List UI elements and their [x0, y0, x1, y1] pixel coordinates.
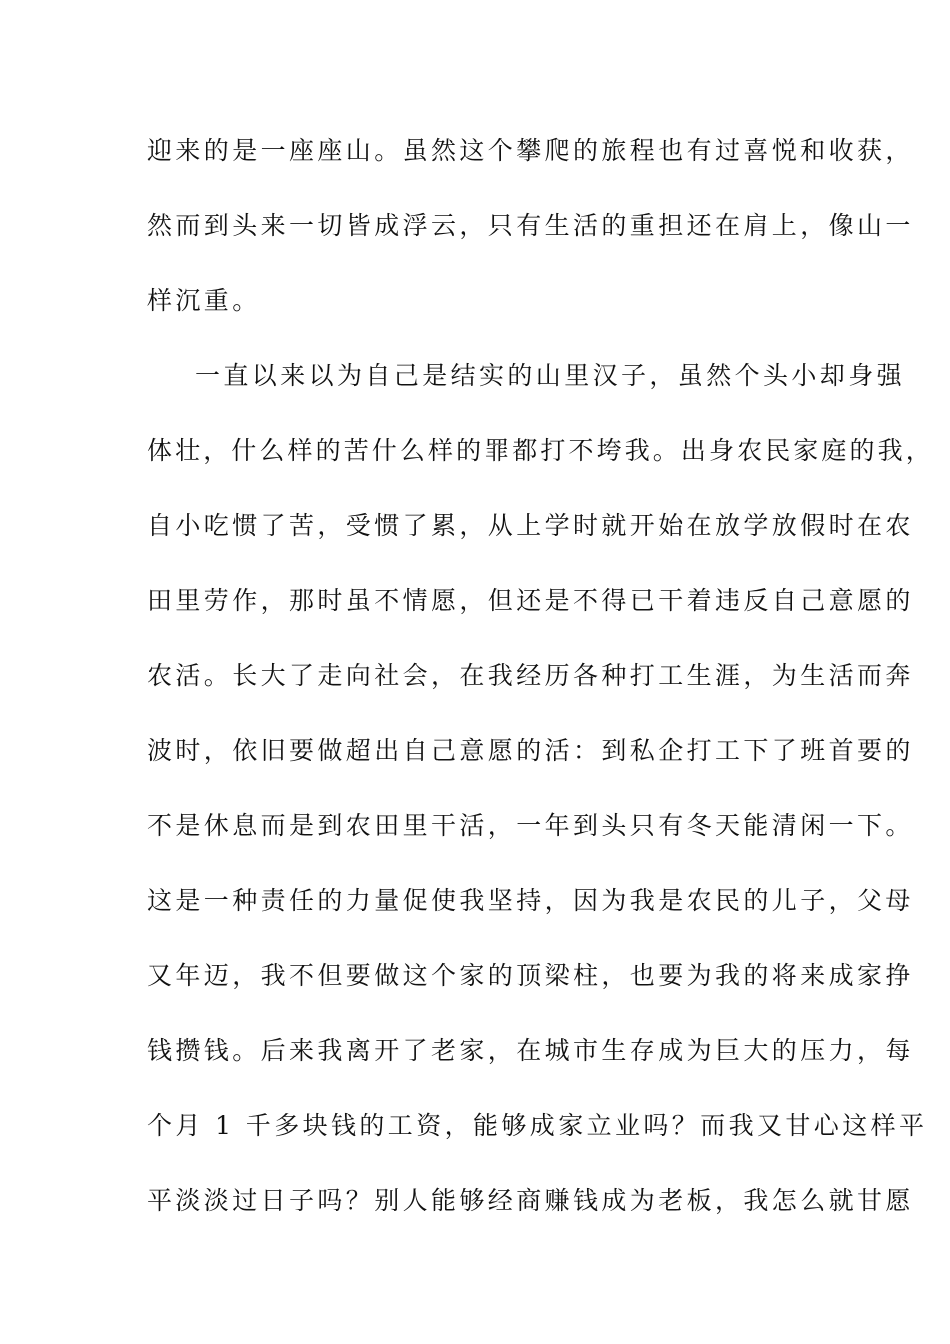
text-line: 个月 1 千多块钱的工资，能够成家立业吗？而我又甘心这样平	[147, 1111, 928, 1140]
text-line: 农活。长大了走向社会，在我经历各种打工生涯，为生活而奔	[147, 661, 914, 690]
text-line: 平淡淡过日子吗？别人能够经商赚钱成为老板，我怎么就甘愿	[147, 1186, 914, 1215]
body-text	[147, 131, 934, 1256]
text-line: 不是休息而是到农田里干活，一年到头只有冬天能清闲一下。	[147, 811, 914, 840]
text-line: 样沉重。	[147, 286, 261, 315]
text-line: 钱攒钱。后来我离开了老家，在城市生存成为巨大的压力，每	[147, 1036, 914, 1065]
text-line: 自小吃惯了苦，受惯了累，从上学时就开始在放学放假时在农	[147, 511, 914, 540]
text-line: 这是一种责任的力量促使我坚持，因为我是农民的儿子，父母	[147, 886, 914, 915]
text-line: 体壮，什么样的苦什么样的罪都打不垮我。出身农民家庭的我，	[147, 436, 934, 465]
text-line: 又年迈，我不但要做这个家的顶梁柱，也要为我的将来成家挣	[147, 961, 914, 990]
paragraph-first-line: 一直以来以为自己是结实的山里汉子，虽然个头小却身强	[195, 361, 906, 390]
text-line: 迎来的是一座座山。虽然这个攀爬的旅程也有过喜悦和收获，	[147, 136, 914, 165]
text-line: 波时，依旧要做超出自己意愿的活：到私企打工下了班首要的	[147, 736, 914, 765]
text-line: 然而到头来一切皆成浮云，只有生活的重担还在肩上，像山一	[147, 211, 914, 240]
text-line: 田里劳作，那时虽不情愿，但还是不得已干着违反自己意愿的	[147, 586, 914, 615]
